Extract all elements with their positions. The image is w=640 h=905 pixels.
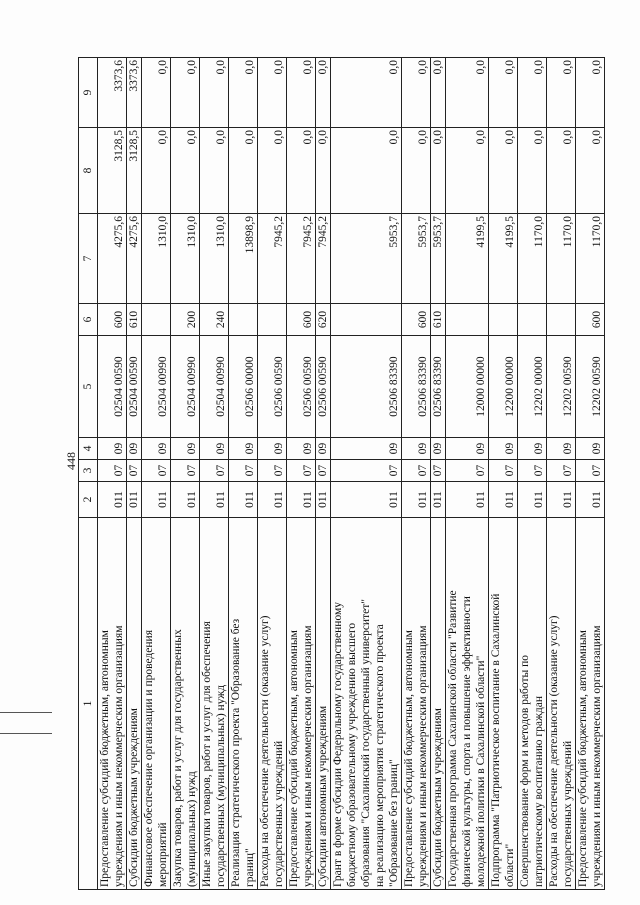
amount-year-2: 0,0: [287, 128, 316, 214]
amount-year-3: 0,0: [287, 58, 316, 128]
scan-artifact-line: [0, 712, 52, 713]
row-name: Предоставление субсидий бюджетным, автономным учреждениям и иным некоммерческим организациям: [98, 518, 127, 890]
amount-year-3: 0,0: [446, 58, 489, 128]
table-row: [331, 58, 402, 890]
expense-type-code: [229, 304, 258, 336]
expense-type-code: 600: [576, 304, 605, 336]
target-article-code: 02504 00590: [127, 336, 142, 438]
expense-type-code: [258, 304, 287, 336]
expense-type-code: [547, 304, 576, 336]
subsection-code: 09: [489, 438, 518, 460]
amount-year-3: 0,0: [431, 58, 446, 128]
subsection-code: 09: [98, 438, 127, 460]
scan-artifact-line: [0, 733, 52, 734]
target-article-code: 12202 00000: [518, 336, 547, 438]
amount-year-1: 5953,7: [402, 214, 431, 304]
rotated-document: [56, 30, 616, 890]
expense-type-code: [142, 304, 171, 336]
table-body: [98, 58, 605, 890]
ministry-code: 011: [127, 482, 142, 518]
amount-year-1: 5953,7: [431, 214, 446, 304]
amount-year-3: 0,0: [518, 58, 547, 128]
amount-year-3: 3373,6: [98, 58, 127, 128]
row-name: Предоставление субсидий бюджетным, автономным учреждениям и иным некоммерческим организациям: [287, 518, 316, 890]
ministry-code: 011: [331, 482, 402, 518]
section-code: 07: [229, 460, 258, 482]
row-name: Финансовое обеспечение организации и проведения мероприятий: [142, 518, 171, 890]
amount-year-3: 0,0: [171, 58, 200, 128]
subsection-code: 09: [142, 438, 171, 460]
subsection-code: 09: [127, 438, 142, 460]
amount-year-3: 0,0: [331, 58, 402, 128]
ministry-code: 011: [229, 482, 258, 518]
column-header-5: 5: [79, 336, 98, 438]
subsection-code: 09: [402, 438, 431, 460]
row-name: Субсидии бюджетным учреждениям: [431, 518, 446, 890]
amount-year-2: 0,0: [576, 128, 605, 214]
amount-year-3: 0,0: [547, 58, 576, 128]
amount-year-2: 3128,5: [98, 128, 127, 214]
subsection-code: 09: [547, 438, 576, 460]
table-row: [431, 58, 446, 890]
ministry-code: 011: [98, 482, 127, 518]
row-name: Предоставление субсидий бюджетным, автономным учреждениям и иным некоммерческим организациям: [576, 518, 605, 890]
amount-year-3: 0,0: [576, 58, 605, 128]
amount-year-2: 0,0: [518, 128, 547, 214]
table-row: [547, 58, 576, 890]
amount-year-3: 0,0: [402, 58, 431, 128]
ministry-code: 011: [200, 482, 229, 518]
amount-year-3: 0,0: [316, 58, 331, 128]
amount-year-2: 0,0: [200, 128, 229, 214]
header-row: [79, 58, 98, 890]
table-row: [229, 58, 258, 890]
section-code: 07: [98, 460, 127, 482]
section-code: 07: [127, 460, 142, 482]
subsection-code: 09: [258, 438, 287, 460]
expense-type-code: 610: [127, 304, 142, 336]
subsection-code: 09: [576, 438, 605, 460]
column-header-6: 6: [79, 304, 98, 336]
table-row: [127, 58, 142, 890]
amount-year-3: 0,0: [489, 58, 518, 128]
amount-year-2: 0,0: [431, 128, 446, 214]
row-name: Государственная программа Сахалинской области "Развитие физической культуры, спорта и повышение эффективности молодежной политики в Сахалинской области": [446, 518, 489, 890]
amount-year-1: 1170,0: [576, 214, 605, 304]
row-name: Закупка товаров, работ и услуг для государственных (муниципальных) нужд: [171, 518, 200, 890]
target-article-code: 12202 00590: [576, 336, 605, 438]
amount-year-1: 4199,5: [489, 214, 518, 304]
target-article-code: 12202 00590: [547, 336, 576, 438]
subsection-code: 09: [229, 438, 258, 460]
target-article-code: 02506 83390: [431, 336, 446, 438]
ministry-code: 011: [402, 482, 431, 518]
expense-type-code: 610: [431, 304, 446, 336]
expense-type-code: 240: [200, 304, 229, 336]
column-header-3: 3: [79, 460, 98, 482]
expense-type-code: 200: [171, 304, 200, 336]
target-article-code: 02506 00000: [229, 336, 258, 438]
table-row: [171, 58, 200, 890]
amount-year-1: 1170,0: [518, 214, 547, 304]
ministry-code: 011: [431, 482, 446, 518]
table-row: [200, 58, 229, 890]
target-article-code: 02506 00590: [287, 336, 316, 438]
amount-year-3: 0,0: [258, 58, 287, 128]
ministry-code: 011: [489, 482, 518, 518]
section-code: 07: [287, 460, 316, 482]
amount-year-1: 13898,9: [229, 214, 258, 304]
column-header-4: 4: [79, 438, 98, 460]
expense-type-code: 600: [402, 304, 431, 336]
amount-year-1: 4275,6: [98, 214, 127, 304]
amount-year-1: 7945,2: [316, 214, 331, 304]
amount-year-2: 3128,5: [127, 128, 142, 214]
section-code: 07: [576, 460, 605, 482]
subsection-code: 09: [171, 438, 200, 460]
row-name: Предоставление субсидий бюджетным, автономным учреждениям и иным некоммерческим организациям: [402, 518, 431, 890]
subsection-code: 09: [287, 438, 316, 460]
target-article-code: 02504 00590: [98, 336, 127, 438]
ministry-code: 011: [547, 482, 576, 518]
target-article-code: 02504 00990: [200, 336, 229, 438]
row-name: Субсидии автономным учреждениям: [316, 518, 331, 890]
amount-year-3: 0,0: [142, 58, 171, 128]
amount-year-2: 0,0: [229, 128, 258, 214]
expense-type-code: [489, 304, 518, 336]
table-row: [489, 58, 518, 890]
amount-year-2: 0,0: [258, 128, 287, 214]
table-row: [518, 58, 547, 890]
expense-type-code: [518, 304, 547, 336]
section-code: 07: [431, 460, 446, 482]
amount-year-1: 1310,0: [142, 214, 171, 304]
table-row: [98, 58, 127, 890]
section-code: 07: [171, 460, 200, 482]
expense-type-code: [446, 304, 489, 336]
column-header-2: 2: [79, 482, 98, 518]
amount-year-2: 0,0: [171, 128, 200, 214]
section-code: 07: [402, 460, 431, 482]
ministry-code: 011: [287, 482, 316, 518]
amount-year-2: 0,0: [331, 128, 402, 214]
target-article-code: 02506 83390: [331, 336, 402, 438]
amount-year-2: 0,0: [316, 128, 331, 214]
row-name: Совершенствование форм и методов работы по патриотическому воспитанию граждан: [518, 518, 547, 890]
expense-type-code: 620: [316, 304, 331, 336]
target-article-code: 12000 00000: [446, 336, 489, 438]
amount-year-1: 1310,0: [171, 214, 200, 304]
table-row: [576, 58, 605, 890]
amount-year-2: 0,0: [446, 128, 489, 214]
section-code: 07: [316, 460, 331, 482]
ministry-code: 011: [258, 482, 287, 518]
ministry-code: 011: [446, 482, 489, 518]
ministry-code: 011: [316, 482, 331, 518]
amount-year-1: 4275,6: [127, 214, 142, 304]
target-article-code: 02504 00990: [142, 336, 171, 438]
row-name: Грант в форме субсидии Федеральному государственному бюджетному образовательному учреждению высшего образования "Сахалинский государственный университет" на реализацию мероприятия стратегического проекта "Образование без границ": [331, 518, 402, 890]
ministry-code: 011: [518, 482, 547, 518]
amount-year-3: 3373,6: [127, 58, 142, 128]
amount-year-1: 4199,5: [446, 214, 489, 304]
section-code: 07: [489, 460, 518, 482]
row-name: Подпрограмма "Патриотическое воспитание в Сахалинской области": [489, 518, 518, 890]
expense-type-code: 600: [98, 304, 127, 336]
amount-year-1: 5953,7: [331, 214, 402, 304]
column-header-8: 8: [79, 128, 98, 214]
table-row: [446, 58, 489, 890]
column-header-1: 1: [79, 518, 98, 890]
amount-year-2: 0,0: [547, 128, 576, 214]
amount-year-1: 1170,0: [547, 214, 576, 304]
section-code: 07: [200, 460, 229, 482]
section-code: 07: [331, 460, 402, 482]
expense-type-code: 600: [287, 304, 316, 336]
target-article-code: 02506 00590: [316, 336, 331, 438]
subsection-code: 09: [331, 438, 402, 460]
target-article-code: 02506 00590: [258, 336, 287, 438]
target-article-code: 02506 83390: [402, 336, 431, 438]
table-row: [258, 58, 287, 890]
subsection-code: 09: [518, 438, 547, 460]
subsection-code: 09: [316, 438, 331, 460]
ministry-code: 011: [171, 482, 200, 518]
amount-year-1: 7945,2: [258, 214, 287, 304]
target-article-code: 02504 00990: [171, 336, 200, 438]
page-number: 448: [64, 452, 78, 470]
column-header-9: 9: [79, 58, 98, 128]
section-code: 07: [142, 460, 171, 482]
section-code: 07: [446, 460, 489, 482]
row-name: Расходы на обеспечение деятельности (оказание услуг) государственных учреждений: [547, 518, 576, 890]
section-code: 07: [518, 460, 547, 482]
amount-year-2: 0,0: [402, 128, 431, 214]
row-name: Иные закупки товаров, работ и услуг для обеспечения государственных (муниципальных) нужд: [200, 518, 229, 890]
section-code: 07: [547, 460, 576, 482]
amount-year-3: 0,0: [200, 58, 229, 128]
ministry-code: 011: [142, 482, 171, 518]
expense-type-code: [331, 304, 402, 336]
table-row: [287, 58, 316, 890]
ministry-code: 011: [576, 482, 605, 518]
subsection-code: 09: [200, 438, 229, 460]
subsection-code: 09: [431, 438, 446, 460]
table-row: [402, 58, 431, 890]
table-row: [142, 58, 171, 890]
column-header-7: 7: [79, 214, 98, 304]
amount-year-3: 0,0: [229, 58, 258, 128]
row-name: Реализация стратегического проекта "Образование без границ": [229, 518, 258, 890]
target-article-code: 12200 00000: [489, 336, 518, 438]
subsection-code: 09: [446, 438, 489, 460]
budget-table: [78, 57, 605, 890]
row-name: Субсидии бюджетным учреждениям: [127, 518, 142, 890]
table-row: [316, 58, 331, 890]
row-name: Расходы на обеспечение деятельности (оказание услуг) государственных учреждений: [258, 518, 287, 890]
section-code: 07: [258, 460, 287, 482]
amount-year-1: 7945,2: [287, 214, 316, 304]
amount-year-2: 0,0: [142, 128, 171, 214]
amount-year-2: 0,0: [489, 128, 518, 214]
amount-year-1: 1310,0: [200, 214, 229, 304]
